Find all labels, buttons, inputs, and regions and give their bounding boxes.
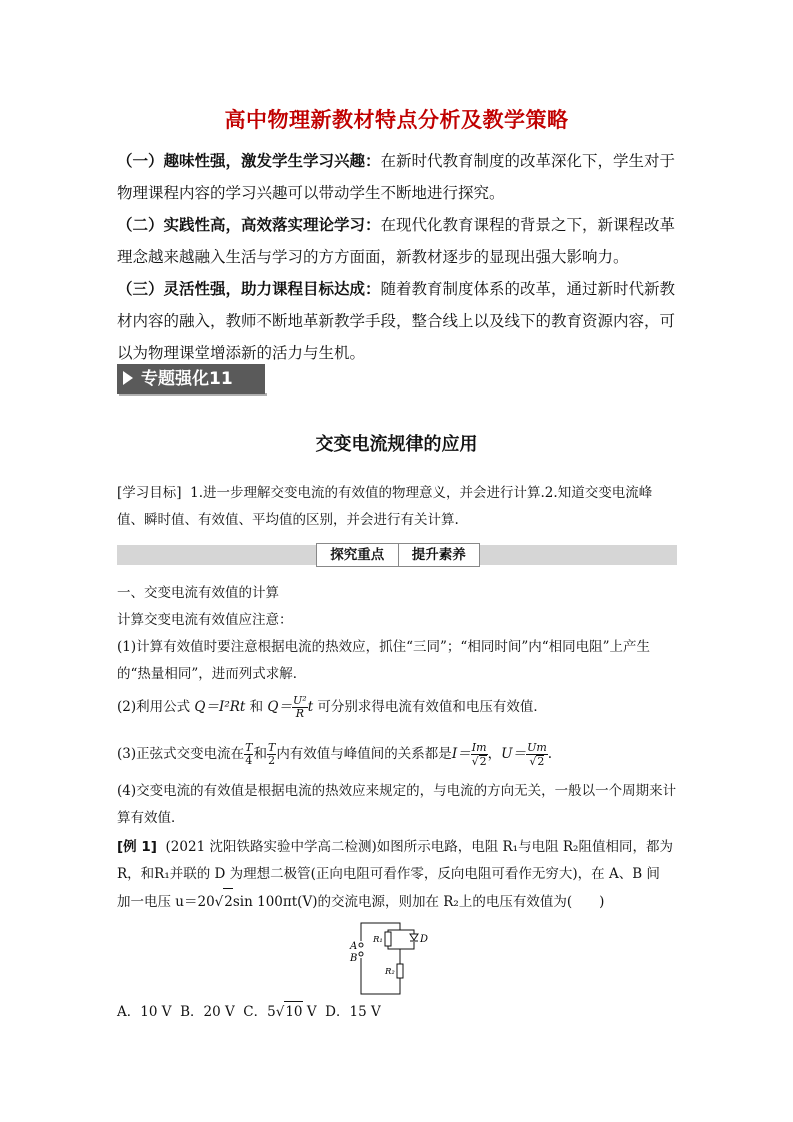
divider-right-label: 提升素养	[411, 547, 466, 563]
option-d[interactable]: D．15 V	[325, 1004, 381, 1020]
sqrt-radicand: 2	[537, 754, 545, 768]
intro-text: 在现代化教育课程的背景之下，新课程改革理念越来越融入生活与学习的方方面面，新教材逐步的显现出强大影响力。	[117, 216, 676, 266]
label-d: D	[420, 934, 429, 945]
option-c-prefix: C．5	[243, 1004, 276, 1020]
intro-text: 在新时代教育制度的改革深化下，学生对于物理课程内容的学习兴趣可以带动学生不断地进行探究。	[117, 152, 676, 202]
terminal-a	[359, 943, 363, 947]
part1-heading: 一、交变电流有效值的计算	[117, 585, 279, 601]
part1-intro: 计算交变电流有效值应注意：	[117, 612, 293, 628]
fraction-numerator: U²	[293, 694, 307, 707]
example-text-3-suffix: sin 100πt(V)的交流电源，则加在 R₂上的电压有效值为( )	[232, 894, 605, 910]
fraction-denominator: 2	[268, 754, 276, 767]
resistor-r1	[385, 932, 391, 946]
item3-prefix: (3)正弦式交变电流在	[117, 746, 245, 762]
formula-q1: Q＝I²Rt	[194, 699, 246, 715]
fraction-um-sqrt2	[526, 742, 548, 768]
circuit-diagram	[340, 918, 450, 1000]
option-c[interactable]: C．5√10 V	[243, 1004, 316, 1020]
circuit-wire-d-top	[400, 930, 414, 934]
formula-q2-lhs: Q＝	[267, 699, 292, 715]
formula-q2-t: t	[307, 699, 314, 715]
fraction-numerator: Um	[527, 740, 547, 754]
intro-heading: （一）趣味性强，激发学生学习兴趣：	[117, 152, 381, 170]
item3-mid: 和	[253, 746, 267, 762]
sqrt-radicand: 10	[284, 1001, 302, 1022]
divider-label-box	[316, 543, 480, 567]
formula-u-lhs: U＝	[501, 746, 527, 762]
learning-objectives	[117, 480, 677, 534]
period: .	[547, 746, 553, 762]
label-b: B	[350, 953, 358, 964]
intro-paragraph-1	[117, 145, 677, 209]
label-a: A	[350, 941, 358, 952]
banner-label: 专题强化11	[141, 369, 233, 389]
objectives-label: [学习目标]	[117, 485, 182, 501]
resistor-r2	[397, 964, 403, 978]
fraction-t-2	[267, 742, 276, 767]
fraction-denominator: √2	[471, 754, 487, 768]
example-tag: [例 1]	[117, 839, 157, 855]
sqrt-radicand: 2	[479, 754, 487, 768]
fraction-im-sqrt2	[471, 742, 488, 768]
item2-prefix: (2)利用公式	[117, 699, 191, 715]
objectives-text: 1.进一步理解交变电流的有效值的物理意义，并会进行计算.2.知道交变电流峰值、瞬时值、有效值、平均值的区别，并会进行有关计算.	[117, 485, 653, 528]
comma: ，	[487, 746, 502, 762]
page-title: 高中物理新教材特点分析及教学策略	[224, 108, 569, 132]
intro-heading: （二）实践性高，高效落实理论学习：	[117, 216, 381, 234]
play-arrow-icon	[123, 371, 133, 385]
intro-paragraph-3	[117, 273, 677, 369]
fraction-numerator: Im	[471, 740, 487, 754]
fraction-u2-r	[292, 695, 308, 720]
circuit-wire-mid	[388, 942, 414, 949]
example-line-1	[117, 834, 677, 861]
fraction-denominator: 4	[245, 754, 253, 767]
item2-mid: 和	[249, 699, 264, 715]
option-b[interactable]: B．20 V	[180, 1004, 235, 1020]
sqrt-radicand: 2	[223, 888, 233, 916]
label-r1: R₁	[373, 935, 383, 945]
terminal-b	[359, 952, 363, 956]
part1-item-4: (4)交变电流的有效值是根据电流的热效应来规定的，与电流的方向无关，一般以一个周期来计算有效值．	[117, 783, 677, 826]
label-r2: R₂	[385, 967, 395, 977]
option-c-unit: V	[306, 1004, 317, 1020]
option-a[interactable]: A．10 V	[117, 1004, 172, 1020]
intro-paragraph-2	[117, 209, 677, 273]
example-text-3-prefix: 加一电压 u＝20	[117, 894, 215, 910]
fraction-denominator: R	[295, 707, 304, 720]
item3-suffix: 内有效值与峰值间的关系都是	[276, 746, 452, 762]
topic-banner	[117, 364, 265, 394]
example-line-2: R，和R₁并联的 D 为理想二极管(正向电阻可看作零，反向电阻可看作无穷大)，在 A、B 间	[117, 866, 660, 882]
divider-left-label: 探究重点	[317, 544, 399, 566]
part1-item-1: (1)计算有效值时要注意根据电流的热效应，抓住“三同”；“相同时间”内“相同电阻”上产生的“热量相同”，进而列式求解．	[117, 639, 651, 682]
intro-text: 随着教育制度体系的改革，通过新时代新教材内容的融入，教师不断地革新教学手段，整合线上以及线下的教育资源内容，可以为物理课堂增添新的活力与生机。	[117, 280, 676, 362]
fraction-denominator: √2	[529, 754, 545, 768]
answer-options	[117, 1001, 381, 1022]
part1-item-2	[117, 694, 677, 721]
formula-i-lhs: I＝	[451, 746, 471, 762]
part1-item-3	[117, 741, 677, 768]
section-title: 交变电流规律的应用	[315, 434, 478, 455]
diode-symbol	[410, 934, 418, 940]
fraction-numerator: T	[267, 741, 276, 754]
example-line-3: 加一电压 u＝20√2sin 100πt(V)的交流电源，则加在 R₂上的电压有效值为( )	[117, 888, 677, 916]
item2-suffix: 可分别求得电流有效值和电压有效值．	[317, 699, 547, 715]
fraction-numerator: T	[245, 741, 253, 754]
example-text-1: (2021 沈阳铁路实验中学高二检测)如图所示电路，电阻 R₁与电阻 R₂阻值相同，都为	[165, 839, 673, 855]
intro-heading: （三）灵活性强，助力课程目标达成：	[117, 280, 381, 298]
